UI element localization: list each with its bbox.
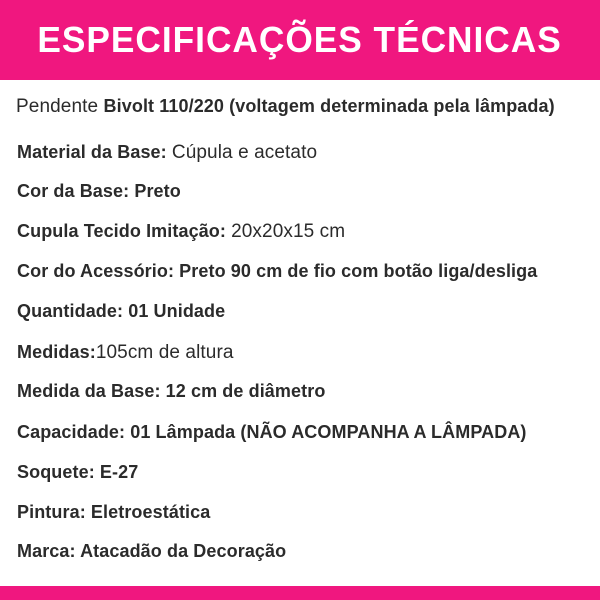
spec-row-cor-base: [17, 180, 181, 202]
spec-value: Preto 90 cm de fio com botão liga/desliga: [179, 261, 538, 281]
spec-row-soquete: [17, 461, 138, 483]
spec-value: 01 Unidade: [128, 301, 226, 321]
spec-value: 12 cm de diâmetro: [165, 381, 326, 401]
spec-value: Atacadão da Decoração: [80, 541, 287, 561]
spec-label: Soquete:: [17, 462, 100, 482]
spec-value: Bivolt 110/220 (voltagem determinada pela lâmpada): [103, 96, 555, 116]
spec-label: Pendente: [16, 96, 104, 117]
spec-label: Cupula Tecido Imitação:: [17, 221, 232, 241]
spec-label: Medidas:: [17, 342, 96, 362]
spec-value: E-27: [99, 462, 139, 482]
spec-label: Marca:: [17, 541, 81, 561]
spec-label: Material da Base:: [17, 142, 172, 162]
spec-value: 20x20x15 cm: [231, 221, 346, 242]
spec-row-capacidade: [17, 421, 527, 443]
page-title: ESPECIFICAÇÕES TÉCNICAS: [37, 19, 563, 60]
spec-row-quantidade: [17, 300, 225, 322]
spec-row-medidas: [17, 341, 234, 363]
spec-row-cor-acessorio: [17, 260, 537, 282]
spec-label: Quantidade:: [17, 301, 129, 321]
spec-label: Medida da Base:: [17, 381, 166, 401]
footer-bar: [0, 586, 600, 600]
spec-row-material-base: [17, 141, 317, 163]
spec-label: Cor da Base:: [17, 181, 135, 201]
spec-value: 01 Lâmpada (NÃO ACOMPANHA A LÂMPADA): [130, 422, 527, 442]
spec-value: Preto: [134, 181, 181, 201]
spec-row-cupula: [17, 220, 345, 242]
spec-label: Capacidade:: [17, 422, 131, 442]
spec-label: Cor do Acessório:: [17, 261, 180, 281]
spec-value: Cúpula e acetato: [171, 142, 318, 163]
spec-value: 105cm de altura: [95, 342, 234, 363]
spec-row-marca: [17, 540, 286, 562]
spec-row-pintura: [17, 501, 210, 523]
spec-label: Pintura:: [17, 502, 91, 522]
spec-row-voltagem: [16, 95, 555, 117]
spec-value: Eletroestática: [90, 502, 211, 522]
spec-row-medida-base: [17, 380, 325, 402]
